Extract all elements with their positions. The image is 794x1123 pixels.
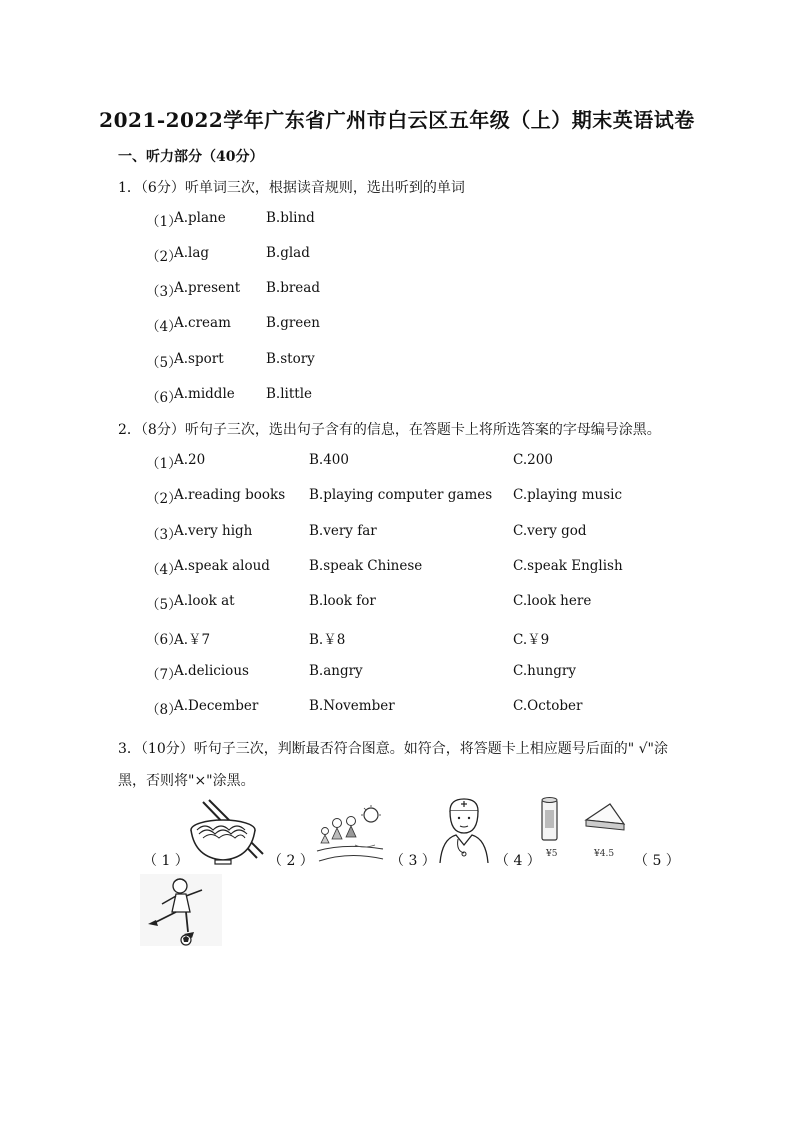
sandwich-price-label: ¥4.5 [594,849,615,859]
option-a: A.lag [174,245,210,261]
option-b: B.story [266,351,315,367]
option-b: B.green [266,315,320,331]
option-c: C.speak English [513,558,623,574]
section-heading: 一、听力部分（40分） [118,149,264,165]
item-number: （4） [146,562,182,578]
option-b: B.angry [309,663,363,679]
picture-label-1: （ 1 ） [143,853,189,869]
option-c: C.playing music [513,487,623,503]
option-b: B.November [309,698,395,714]
option-c: C.October [513,698,583,714]
item-number: （6） [146,632,182,648]
option-b: B.little [266,386,313,402]
option-b: B.400 [309,452,349,468]
drink-and-sandwich-picture [538,790,628,862]
option-a: A.20 [174,452,206,468]
children-outing-picture [315,805,385,865]
option-c: C.200 [513,452,553,468]
option-b: B.speak Chinese [309,558,423,574]
item-number: （8） [146,702,182,718]
can-price-label: ¥5 [546,849,558,859]
exam-title: 2021-2022学年广东省广州市白云区五年级（上）期末英语试卷 [99,108,695,132]
item-number: （2） [146,491,182,507]
boy-playing-football-picture [140,874,222,946]
option-b: B.glad [266,245,310,261]
question-2-stem: 2．（8分）听句子三次，选出句子含有的信息，在答题卡上将所选答案的字母编号涂黑。 [118,422,661,438]
doctor-picture [436,795,492,865]
item-number: （1） [146,456,182,472]
option-a: A.December [174,698,259,714]
picture-label-3: （ 3 ） [390,853,436,869]
option-a: A.reading books [174,487,286,503]
item-number: （5） [146,597,182,613]
item-number: （3） [146,527,182,543]
picture-label-5: （ 5 ） [634,853,680,869]
option-c: C.very god [513,523,587,539]
option-b: B.bread [266,280,320,296]
picture-label-2: （ 2 ） [268,853,314,869]
question-3-stem: 3．（10分）听句子三次，判断最否符合图意。如符合，将答题卡上相应题号后面的" √"涂黑，否则将"×"涂黑。 [118,741,668,789]
option-a: A.plane [174,210,226,226]
option-a: A.￥7 [174,632,211,648]
option-b: B.blind [266,210,315,226]
option-c: C.hungry [513,663,576,679]
item-number: （7） [146,667,182,683]
option-a: A.delicious [174,663,249,679]
option-a: A.cream [174,315,231,331]
option-c: C.look here [513,593,592,609]
option-b: B.playing computer games [309,487,493,503]
option-a: A.present [174,280,241,296]
option-b: B.look for [309,593,376,609]
item-number: （6） [146,390,182,406]
option-a: A.very high [174,523,253,539]
option-a: A.look at [174,593,235,609]
item-number: （4） [146,319,182,335]
question-1-stem: 1．（6分）听单词三次，根据读音规则，选出听到的单词 [118,180,465,196]
option-a: A.middle [174,386,235,402]
item-number: （3） [146,284,182,300]
item-number: （5） [146,355,182,371]
option-c: C.￥9 [513,632,550,648]
noodles-bowl-picture [185,798,265,866]
option-a: A.sport [174,351,224,367]
option-a: A.speak aloud [174,558,270,574]
item-number: （2） [146,249,182,265]
option-b: B.￥8 [309,632,346,648]
picture-label-4: （ 4 ） [495,853,541,869]
option-b: B.very far [309,523,377,539]
item-number: （1） [146,214,182,230]
